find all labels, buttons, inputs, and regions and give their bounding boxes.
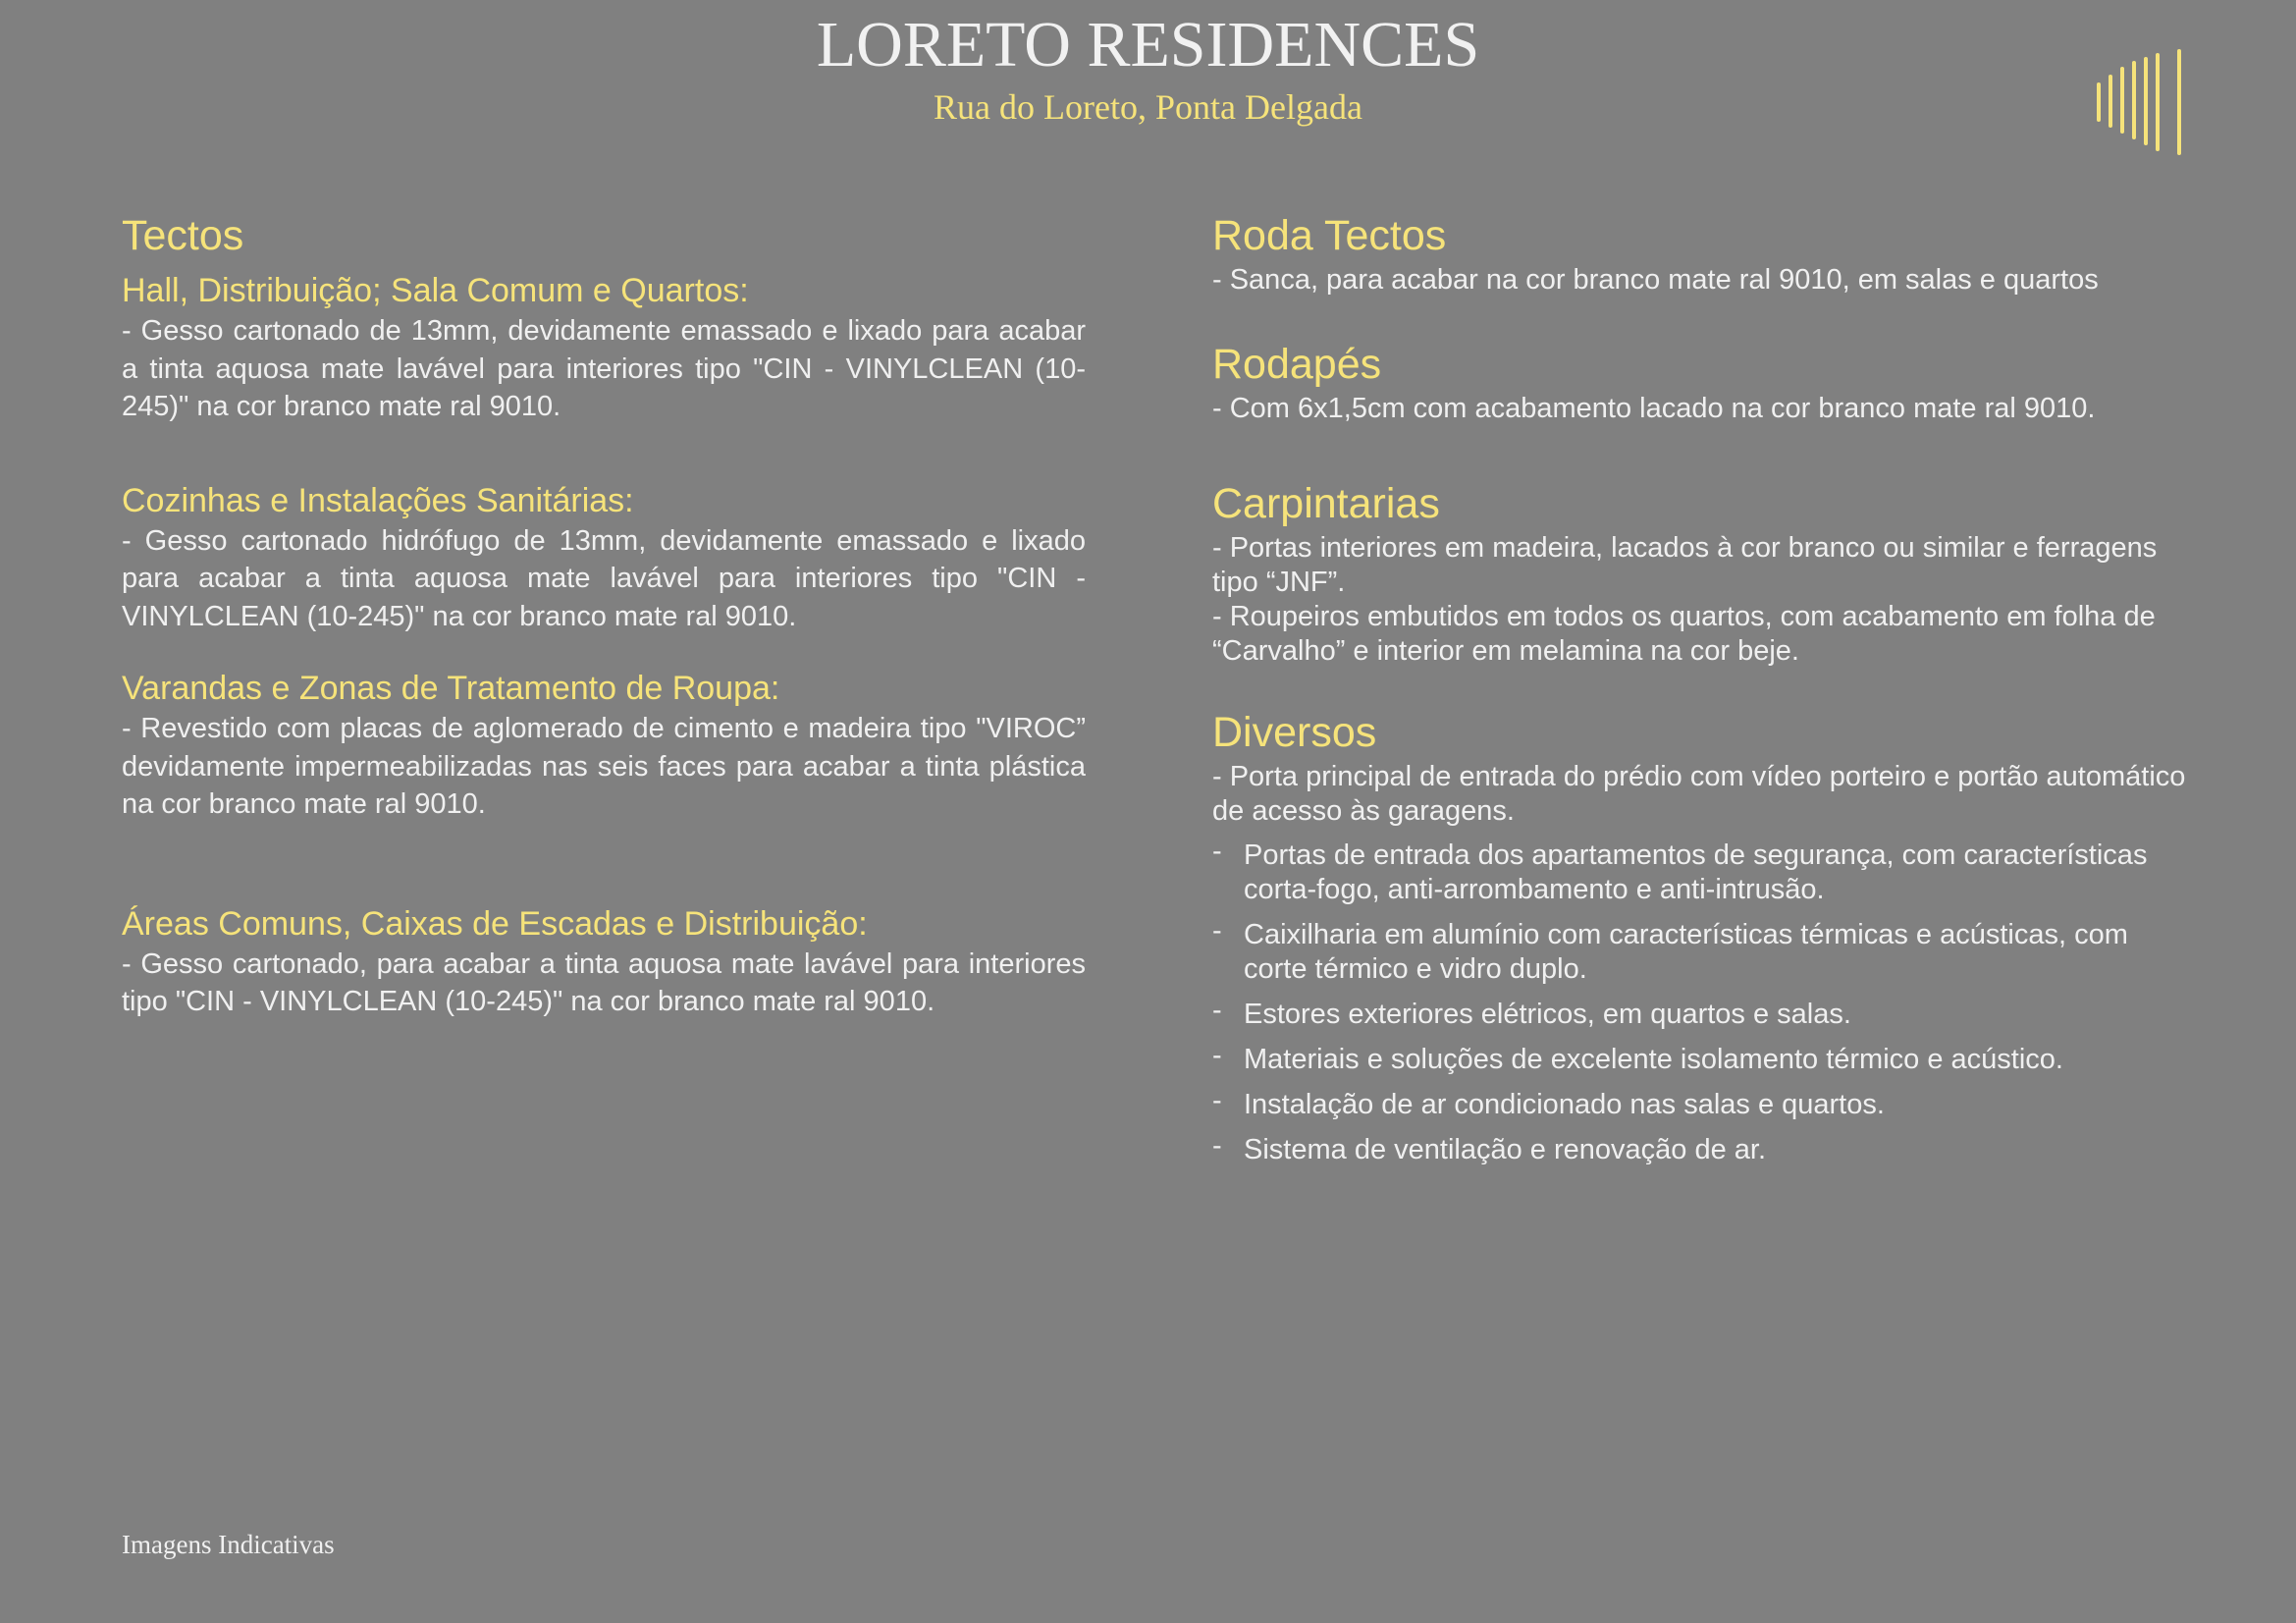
dash-bullet: - [1212, 1085, 1222, 1116]
rodapes-heading: Rodapés [1212, 341, 1382, 388]
list-item: - Portas de entrada dos apartamentos de segurança, com características corta-fogo, anti-arrombamento e anti-intrusão. [1212, 836, 2148, 905]
list-item: - Sistema de ventilação e renovação de ar. [1212, 1130, 1766, 1165]
list-item: - Materiais e soluções de excelente isolamento térmico e acústico. [1212, 1040, 2063, 1075]
areas-text: - Gesso cartonado, para acabar a tinta aquosa mate lavável para interiores tipo "CIN - VINYLCLEAN (10-245)" na cor branco mate ral 9010. [122, 947, 1086, 1017]
dash-bullet: - [1212, 1040, 1222, 1071]
list-item: - Caixilharia em alumínio com características térmicas e acústicas, com corte térmico e vidro duplo. [1212, 915, 2128, 985]
logo-icon [2093, 49, 2187, 159]
roda-tectos-heading: Roda Tectos [1212, 212, 1447, 259]
areas-heading: Áreas Comuns, Caixas de Escadas e Distribuição: [122, 904, 868, 943]
varandas-text: - Revestido com placas de aglomerado de cimento e madeira tipo "VIROC” devidamente impermeabilizadas nas seis faces para acabar a tinta plástica na cor branco mate ral 9010. [122, 713, 1086, 820]
hall-text: - Gesso cartonado de 13mm, devidamente emassado e lixado para acabar a tinta aquosa mate lavável para interiores tipo "CIN - VINYLCLEAN (10-245)" na cor branco mate ral 9010. [122, 315, 1086, 422]
cozinhas-text: - Gesso cartonado hidrófugo de 13mm, devidamente emassado e lixado para acabar a tinta aquosa mate lavável para interiores tipo "CIN - VINYLCLEAN (10-245)" na cor branco mate ral 9010. [122, 524, 1086, 632]
diversos-intro: - Porta principal de entrada do prédio com vídeo porteiro e portão automático de acesso às garagens. [1212, 761, 2186, 827]
rodapes-text: - Com 6x1,5cm com acabamento lacado na cor branco mate ral 9010. [1212, 393, 2096, 424]
footer-note: Imagens Indicativas [122, 1530, 335, 1559]
varandas-heading: Varandas e Zonas de Tratamento de Roupa: [122, 670, 780, 707]
list-item: - Estores exteriores elétricos, em quartos e salas. [1212, 995, 1851, 1030]
page-title: LORETO RESIDENCES [816, 9, 1480, 81]
dash-bullet: - [1212, 915, 1222, 947]
list-item: - Instalação de ar condicionado nas salas e quartos. [1212, 1085, 1885, 1120]
hall-heading: Hall, Distribuição; Sala Comum e Quartos: [122, 272, 749, 309]
dash-bullet: - [1212, 836, 1222, 867]
diversos-heading: Diversos [1212, 709, 1377, 756]
diversos-list [1212, 836, 2194, 1167]
cozinhas-heading: Cozinhas e Instalações Sanitárias: [122, 481, 634, 519]
right-column [1212, 208, 2194, 1178]
carpintarias-text-1: - Portas interiores em madeira, lacados à cor branco ou similar e ferragens tipo “JNF”. [1212, 532, 2158, 598]
left-column [122, 208, 1086, 1021]
carpintarias-text-2: - Roupeiros embutidos em todos os quartos, com acabamento em folha de “Carvalho” e interior em melamina na cor beje. [1212, 601, 2156, 667]
tectos-heading: Tectos [122, 212, 244, 259]
dash-bullet: - [1212, 995, 1222, 1026]
page-subtitle: Rua do Loreto, Ponta Delgada [934, 87, 1362, 127]
dash-bullet: - [1212, 1130, 1222, 1162]
roda-tectos-text: - Sanca, para acabar na cor branco mate ral 9010, em salas e quartos [1212, 264, 2099, 296]
carpintarias-heading: Carpintarias [1212, 480, 1440, 527]
